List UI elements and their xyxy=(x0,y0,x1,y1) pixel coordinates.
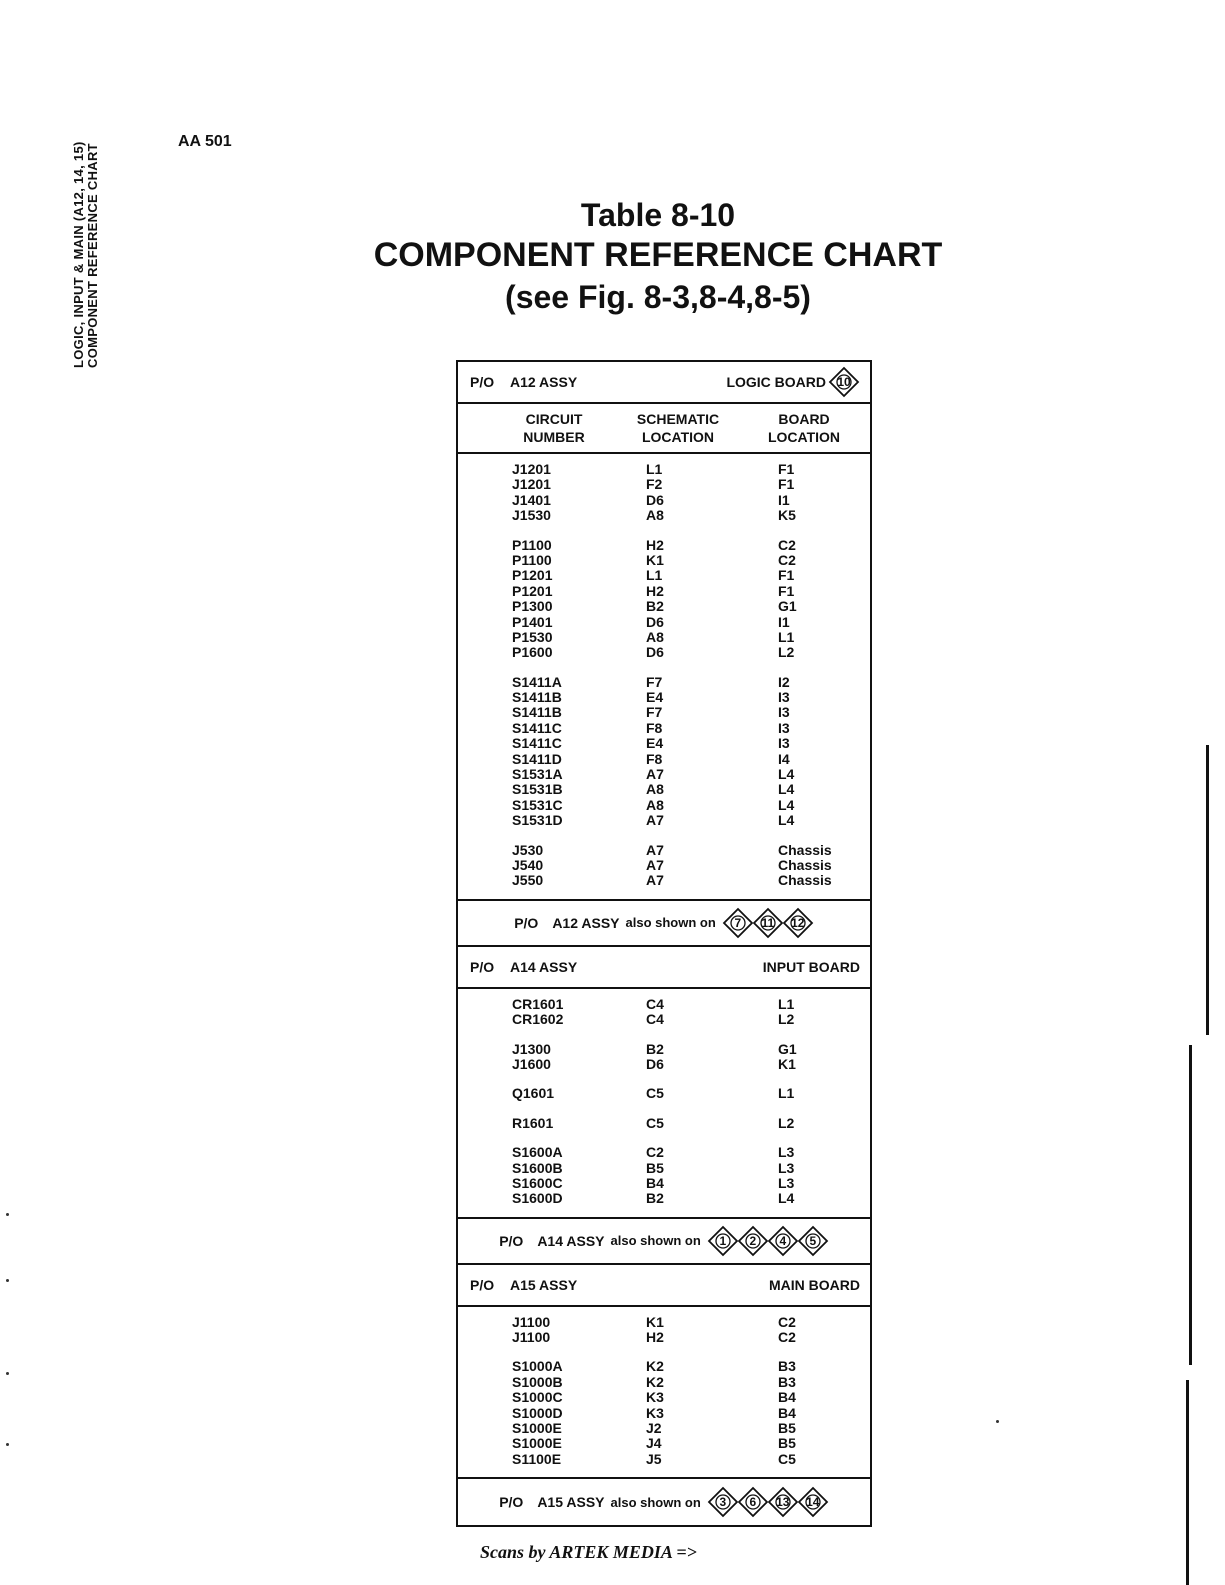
po-label: P/O xyxy=(470,1276,495,1293)
circuit-number: S1000C xyxy=(512,1389,563,1406)
schematic-location: K2 xyxy=(646,1373,664,1390)
table-row xyxy=(458,538,870,553)
board-location: L1 xyxy=(778,628,795,645)
table-row xyxy=(458,1116,870,1131)
circuit-number: J1530 xyxy=(512,507,551,524)
board-location: G1 xyxy=(778,598,797,615)
board-location: Chassis xyxy=(778,872,832,889)
circuit-number: P1401 xyxy=(512,613,553,630)
schematic-location: A7 xyxy=(646,841,664,858)
schematic-location: H2 xyxy=(646,582,664,599)
table-row xyxy=(458,1191,870,1206)
also-shown-on-row xyxy=(458,1219,870,1265)
circuit-number: J1300 xyxy=(512,1040,551,1057)
diamond-reference-icon xyxy=(782,907,814,939)
table-row xyxy=(458,843,870,858)
board-location: L3 xyxy=(778,1144,795,1161)
board-location: I1 xyxy=(778,613,790,630)
board-location: L2 xyxy=(778,1114,795,1131)
table-row xyxy=(458,1315,870,1330)
schematic-location: B2 xyxy=(646,1040,664,1057)
also-shown-label: also shown on xyxy=(610,1233,701,1249)
section-body xyxy=(458,1307,870,1480)
circuit-number: R1601 xyxy=(512,1114,554,1131)
column-headers xyxy=(458,404,870,454)
circuit-number: J530 xyxy=(512,841,544,858)
assembly-name: A15 ASSY xyxy=(537,1494,605,1511)
circuit-number: S1000E xyxy=(512,1420,562,1437)
schematic-location: C2 xyxy=(646,1144,664,1161)
table-row xyxy=(458,1436,870,1451)
circuit-number: Q1601 xyxy=(512,1085,555,1102)
circuit-number: S1000D xyxy=(512,1404,563,1421)
row-group xyxy=(458,1145,870,1207)
scan-speck xyxy=(6,1443,9,1446)
board-label: LOGIC BOARD xyxy=(726,374,826,390)
schematic-location: F2 xyxy=(646,476,663,493)
schematic-location: D6 xyxy=(646,644,664,661)
table-row xyxy=(458,1176,870,1191)
table-row xyxy=(458,798,870,813)
schematic-location: A8 xyxy=(646,507,664,524)
circuit-number: P1600 xyxy=(512,644,553,661)
diamond-number: 4 xyxy=(779,1233,787,1248)
circuit-number: S1600C xyxy=(512,1174,563,1191)
circuit-number: J1201 xyxy=(512,476,551,493)
schematic-location: K1 xyxy=(646,551,664,568)
circuit-number: J550 xyxy=(512,872,544,889)
schematic-location-header xyxy=(618,410,738,446)
section-header xyxy=(458,362,870,404)
circuit-number: J1201 xyxy=(512,461,551,477)
circuit-number: J1600 xyxy=(512,1055,551,1072)
board-location: C2 xyxy=(778,1329,796,1346)
table-row xyxy=(458,736,870,751)
scan-credit: Scans by ARTEK MEDIA => xyxy=(480,1542,697,1562)
schematic-location: K2 xyxy=(646,1358,664,1375)
diamond-reference-icon xyxy=(737,1225,769,1257)
table-row xyxy=(458,508,870,523)
title-block xyxy=(300,195,1016,319)
schematic-location: L1 xyxy=(646,567,663,584)
figure-reference: (see Fig. 8-3,8-4,8-5) xyxy=(505,279,811,315)
table-row xyxy=(458,462,870,477)
right-margin-line xyxy=(1189,1045,1192,1365)
circuit-number: S1100E xyxy=(512,1450,562,1467)
circuit-number: P1201 xyxy=(512,567,553,584)
board-location-header xyxy=(738,410,870,446)
row-group xyxy=(458,997,870,1028)
schematic-location: K3 xyxy=(646,1404,664,1421)
schematic-header-line1: SCHEMATIC xyxy=(636,411,720,427)
table-row xyxy=(458,1012,870,1027)
circuit-number: S1411A xyxy=(512,673,562,690)
circuit-number: P1100 xyxy=(512,551,552,568)
board-label: INPUT BOARD xyxy=(762,958,860,975)
section-header xyxy=(458,947,870,989)
board-location: I3 xyxy=(778,689,790,706)
board-name xyxy=(769,1277,860,1293)
schematic-location: D6 xyxy=(646,613,664,630)
circuit-number: S1000B xyxy=(512,1373,563,1390)
component-reference-table xyxy=(456,360,872,1527)
schematic-location: D6 xyxy=(646,491,664,508)
diamond-reference-icon xyxy=(797,1486,829,1518)
table-row xyxy=(458,767,870,782)
also-shown-on-row xyxy=(458,901,870,947)
table-row xyxy=(458,705,870,720)
table-row xyxy=(458,1452,870,1467)
circuit-number: S1531D xyxy=(512,812,563,829)
circuit-number: P1300 xyxy=(512,598,553,615)
diamond-number: 12 xyxy=(791,915,805,930)
row-group xyxy=(458,538,870,661)
table-row xyxy=(458,1406,870,1421)
right-margin-line xyxy=(1186,1380,1189,1585)
board-location: Chassis xyxy=(778,856,832,873)
board-label: MAIN BOARD xyxy=(769,1276,860,1293)
circuit-number: S1600A xyxy=(512,1144,563,1161)
schematic-location: B5 xyxy=(646,1159,664,1176)
board-name xyxy=(763,959,860,975)
board-location: L1 xyxy=(778,1085,795,1102)
table-row xyxy=(458,1161,870,1176)
circuit-number: S1411D xyxy=(512,750,562,767)
board-location: I3 xyxy=(778,719,790,736)
schematic-location: H2 xyxy=(646,1329,664,1346)
schematic-location: F7 xyxy=(646,673,663,690)
assembly-name: A15 ASSY xyxy=(510,1276,578,1293)
board-location: L4 xyxy=(778,812,795,829)
table-row xyxy=(458,493,870,508)
board-location: I1 xyxy=(778,491,790,508)
board-location: B3 xyxy=(778,1358,796,1375)
also-shown-label: also shown on xyxy=(610,1494,701,1510)
table-title: COMPONENT REFERENCE CHART xyxy=(373,236,943,274)
schematic-location: L1 xyxy=(646,461,663,477)
board-location: I4 xyxy=(778,750,790,767)
schematic-location: C5 xyxy=(646,1085,664,1102)
table-row xyxy=(458,477,870,492)
diamond-number: 1 xyxy=(719,1233,727,1248)
board-location: K5 xyxy=(778,507,796,524)
row-group xyxy=(458,1042,870,1073)
circuit-number: P1530 xyxy=(512,628,553,645)
table-row xyxy=(458,782,870,797)
schematic-location: B2 xyxy=(646,1190,664,1207)
table-row xyxy=(458,1145,870,1160)
schematic-location: K1 xyxy=(646,1313,664,1330)
circuit-number: S1411B xyxy=(512,689,562,706)
schematic-header-line2: LOCATION xyxy=(641,429,715,445)
board-location: G1 xyxy=(778,1040,797,1057)
section-body xyxy=(458,989,870,1219)
board-location: I3 xyxy=(778,704,790,721)
board-location: C2 xyxy=(778,536,796,553)
table-row xyxy=(458,645,870,660)
circuit-number: S1600B xyxy=(512,1159,563,1176)
board-location: F1 xyxy=(778,567,795,584)
board-location: B3 xyxy=(778,1373,796,1390)
diamond-number: 3 xyxy=(719,1495,727,1510)
table-row xyxy=(458,873,870,888)
diamond-reference-icon xyxy=(722,907,754,939)
table-row xyxy=(458,1042,870,1057)
table-row xyxy=(458,1390,870,1405)
diamond-number: 5 xyxy=(809,1233,817,1248)
board-location: I3 xyxy=(778,735,790,752)
table-row xyxy=(458,584,870,599)
scan-speck xyxy=(996,1420,999,1423)
row-group xyxy=(458,1315,870,1346)
table-row xyxy=(458,1086,870,1101)
table-row xyxy=(458,553,870,568)
circuit-number: CR1602 xyxy=(512,1011,564,1028)
schematic-location: F7 xyxy=(646,704,663,721)
table-row xyxy=(458,1330,870,1345)
circuit-number: CR1601 xyxy=(512,995,564,1012)
diamond-reference-icon xyxy=(752,907,784,939)
table-row xyxy=(458,1375,870,1390)
schematic-location: K3 xyxy=(646,1389,664,1406)
circuit-number: P1100 xyxy=(512,536,552,553)
row-group xyxy=(458,462,870,524)
schematic-location: A8 xyxy=(646,781,664,798)
board-location: L4 xyxy=(778,781,795,798)
board-header-line1: BOARD xyxy=(778,411,830,427)
schematic-location: H2 xyxy=(646,536,664,553)
diamond-number: 7 xyxy=(734,915,742,930)
table-row xyxy=(458,615,870,630)
schematic-location: E4 xyxy=(646,735,664,752)
assembly-name: A14 ASSY xyxy=(510,958,578,975)
board-location: C5 xyxy=(778,1450,796,1467)
diamond-reference-icon xyxy=(797,1225,829,1257)
po-label: P/O xyxy=(514,914,539,931)
table-row xyxy=(458,675,870,690)
diamond-number: 11 xyxy=(761,915,775,930)
schematic-location: A8 xyxy=(646,628,664,645)
side-label-line2: COMPONENT REFERENCE CHART xyxy=(85,143,100,368)
diamond-reference-icon xyxy=(707,1486,739,1518)
board-header-line2: LOCATION xyxy=(767,429,841,445)
board-name xyxy=(726,366,860,398)
schematic-location: C4 xyxy=(646,995,664,1012)
circuit-number: S1600D xyxy=(512,1190,563,1207)
circuit-number: J540 xyxy=(512,856,544,873)
board-location: F1 xyxy=(778,582,795,599)
schematic-location: J2 xyxy=(646,1420,662,1437)
po-label: P/O xyxy=(499,1494,524,1511)
table-row xyxy=(458,752,870,767)
circuit-number: S1000E xyxy=(512,1435,562,1452)
schematic-location: J5 xyxy=(646,1450,662,1467)
scan-speck xyxy=(6,1372,9,1375)
circuit-header-line1: CIRCUIT xyxy=(525,411,583,427)
diamond-reference-icon xyxy=(707,1225,739,1257)
side-label-line1: LOGIC, INPUT & MAIN (A12, 14, 15) xyxy=(71,141,86,368)
table-row xyxy=(458,1359,870,1374)
table-row xyxy=(458,858,870,873)
circuit-number: S1411B xyxy=(512,704,562,721)
scan-speck xyxy=(6,1213,9,1216)
assembly-name: A12 ASSY xyxy=(510,374,578,390)
table-number: Table 8-10 xyxy=(580,197,736,233)
board-location: L3 xyxy=(778,1174,795,1191)
diamond-number: 6 xyxy=(749,1495,757,1510)
diamond-number: 14 xyxy=(806,1495,820,1510)
circuit-number: S1411C xyxy=(512,719,562,736)
board-location: L2 xyxy=(778,644,795,661)
schematic-location: C4 xyxy=(646,1011,664,1028)
row-group xyxy=(458,1359,870,1467)
board-location: L2 xyxy=(778,1011,795,1028)
table-row xyxy=(458,1057,870,1072)
board-location: L4 xyxy=(778,796,795,813)
assembly-name: A12 ASSY xyxy=(552,914,620,931)
assembly-name: A14 ASSY xyxy=(537,1232,605,1249)
schematic-location: A8 xyxy=(646,796,664,813)
table-row xyxy=(458,690,870,705)
circuit-number: S1411C xyxy=(512,735,562,752)
table-row xyxy=(458,599,870,614)
diamond-reference-icon xyxy=(737,1486,769,1518)
board-location: C2 xyxy=(778,551,796,568)
schematic-location: C5 xyxy=(646,1114,664,1131)
board-location: B5 xyxy=(778,1420,796,1437)
circuit-number: S1531C xyxy=(512,796,563,813)
schematic-location: J4 xyxy=(646,1435,662,1452)
circuit-number: S1531B xyxy=(512,781,563,798)
schematic-location: A7 xyxy=(646,812,664,829)
diamond-number: 13 xyxy=(776,1495,790,1510)
board-location: K1 xyxy=(778,1055,796,1072)
diamond-number: 2 xyxy=(749,1233,757,1248)
schematic-location: A7 xyxy=(646,766,664,783)
schematic-location: D6 xyxy=(646,1055,664,1072)
table-row xyxy=(458,568,870,583)
also-shown-label: also shown on xyxy=(625,915,716,931)
board-location: B4 xyxy=(778,1389,796,1406)
section-header xyxy=(458,1265,870,1307)
circuit-number: J1401 xyxy=(512,491,551,508)
diamond-number: 10 xyxy=(837,375,851,389)
board-location: B5 xyxy=(778,1435,796,1452)
row-group xyxy=(458,843,870,889)
board-location: F1 xyxy=(778,461,795,477)
table-row xyxy=(458,630,870,645)
also-shown-on-row xyxy=(458,1479,870,1525)
board-location: B4 xyxy=(778,1404,796,1421)
diamond-reference-icon xyxy=(828,366,860,398)
schematic-location: A7 xyxy=(646,872,664,889)
table-row xyxy=(458,1421,870,1436)
schematic-location: F8 xyxy=(646,750,663,767)
board-location: Chassis xyxy=(778,841,832,858)
schematic-location: A7 xyxy=(646,856,664,873)
board-location: F1 xyxy=(778,476,795,493)
po-label: P/O xyxy=(499,1232,524,1249)
table-row xyxy=(458,997,870,1012)
schematic-location: B4 xyxy=(646,1174,664,1191)
doc-id: AA 501 xyxy=(178,133,232,150)
right-margin-line xyxy=(1206,745,1209,1035)
row-group xyxy=(458,675,870,829)
side-label xyxy=(72,141,100,368)
section-body xyxy=(458,454,870,901)
table-row xyxy=(458,813,870,828)
circuit-header-line2: NUMBER xyxy=(523,429,585,445)
circuit-number: S1531A xyxy=(512,766,563,783)
circuit-number: S1000A xyxy=(512,1358,563,1375)
table-row xyxy=(458,721,870,736)
row-group xyxy=(458,1086,870,1101)
po-label: P/O xyxy=(470,374,495,390)
board-location: L3 xyxy=(778,1159,795,1176)
diamond-reference-icon xyxy=(767,1486,799,1518)
circuit-number: J1100 xyxy=(512,1313,551,1330)
board-location: C2 xyxy=(778,1313,796,1330)
schematic-location: B2 xyxy=(646,598,664,615)
circuit-number: P1201 xyxy=(512,582,553,599)
diamond-reference-icon xyxy=(767,1225,799,1257)
circuit-number-header xyxy=(458,410,618,446)
scan-speck xyxy=(6,1279,9,1282)
row-group xyxy=(458,1116,870,1131)
board-location: L4 xyxy=(778,1190,795,1207)
po-label: P/O xyxy=(470,958,495,975)
board-location: I2 xyxy=(778,673,790,690)
circuit-number: J1100 xyxy=(512,1329,551,1346)
board-location: L1 xyxy=(778,995,795,1012)
schematic-location: E4 xyxy=(646,689,664,706)
schematic-location: F8 xyxy=(646,719,663,736)
board-location: L4 xyxy=(778,766,795,783)
